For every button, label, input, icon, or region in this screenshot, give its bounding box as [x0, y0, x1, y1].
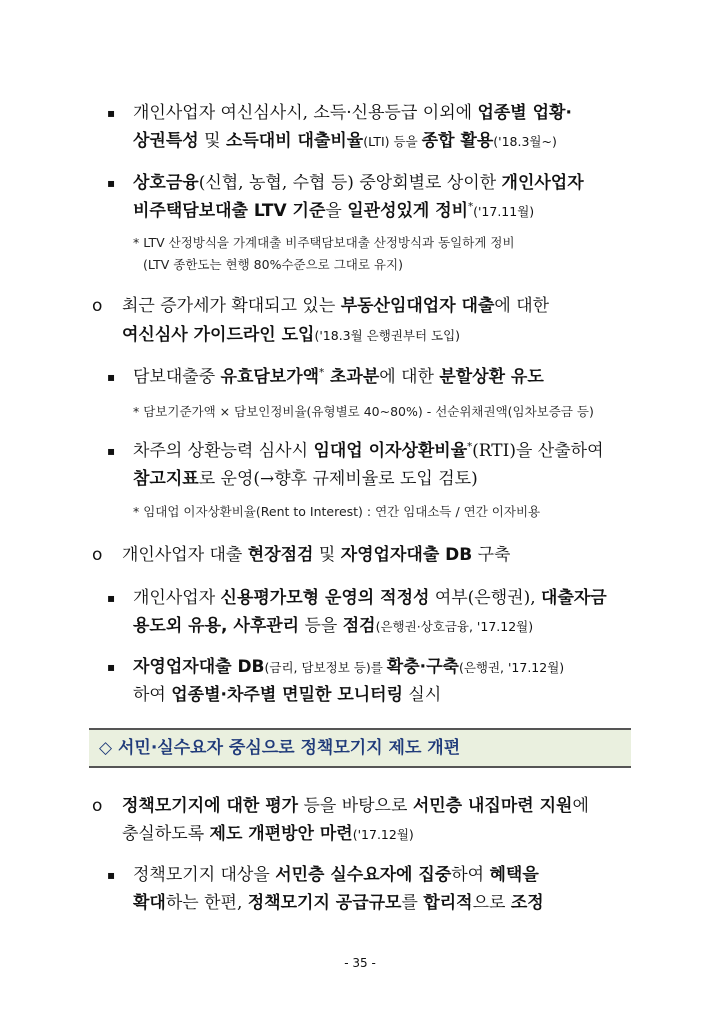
bold-text: 유효담보가액 — [220, 367, 320, 387]
s10-line2 — [133, 891, 544, 915]
bold-text: 점검 — [342, 616, 376, 636]
text: 여부(은행권), — [429, 588, 542, 608]
text: 하여 — [451, 865, 490, 885]
bold-text: 여신심사 가이드라인 도입 — [122, 325, 315, 345]
s5-line1 — [133, 439, 604, 463]
text: 를 — [401, 893, 424, 913]
bold-text: 참고지표 — [133, 469, 199, 489]
circle-bullet: ο — [92, 296, 103, 316]
s3-line1 — [122, 294, 549, 318]
bold-text: 분할상환 유도 — [439, 367, 544, 387]
section-header-box — [89, 728, 631, 768]
text: (신협, 농협, 수협 등) 중앙회별로 상이한 — [198, 173, 502, 193]
text: 최근 증가세가 확대되고 있는 — [122, 296, 341, 316]
s2-note1: * LTV 산정방식을 가계대출 비주택담보대출 산정방식과 동일하게 정비 — [133, 235, 515, 250]
s2-line1 — [133, 171, 584, 195]
text: 개인사업자 여신심사시, 소득·신용등급 이외에 — [133, 103, 478, 123]
bold-text: 업종별·차주별 면밀한 모니터링 — [171, 685, 404, 705]
square-bullet: ▪ — [107, 660, 116, 674]
bold-text: 상호금융 — [133, 173, 199, 193]
s6-line1 — [122, 543, 510, 567]
square-bullet: ▪ — [107, 370, 116, 384]
bold-text: 현장점검 — [247, 545, 314, 565]
bold-text: 일관성있게 정비 — [347, 201, 469, 221]
date-text: ('17.11월) — [473, 204, 535, 219]
footnote-mark: * — [319, 367, 325, 379]
date-text: ('18.3월 은행권부터 도입) — [314, 328, 461, 343]
text: 및 — [313, 545, 341, 565]
bold-text: 합리적 — [423, 893, 473, 913]
square-bullet: ▪ — [107, 176, 116, 190]
text: (금리, 담보정보 등)를 — [264, 660, 387, 675]
circle-bullet: ο — [92, 545, 103, 565]
bold-text: 확충·구축 — [386, 657, 459, 677]
text: 정책모기지 대상을 — [133, 865, 276, 885]
s9-line2 — [122, 822, 414, 847]
s4-note: * 담보기준가액 × 담보인정비율(유형별로 40~80%) - 선순위채권액(임차보증금 등) — [133, 404, 594, 419]
bold-text: 서민층 내집마련 지원 — [412, 796, 573, 816]
bold-text: 신용평가모형 운영의 적정성 — [220, 588, 430, 608]
s2-note2: (LTV 종한도는 현행 80%수준으로 그대로 유지) — [143, 257, 403, 272]
text: 에 대한 — [379, 367, 440, 387]
footnote-mark: * — [467, 441, 473, 453]
bold-text: 소득대비 대출비율 — [225, 131, 364, 151]
text: 에 — [572, 796, 589, 816]
text: 등을 바탕으로 — [298, 796, 413, 816]
s7-line1 — [133, 586, 607, 610]
bold-text: 제도 개편방안 마련 — [209, 824, 353, 844]
bold-text: 자영업자대출 DB — [340, 545, 473, 565]
date-text: (은행권·상호금융, '17.12월) — [375, 619, 534, 634]
bold-text: 종합 활용 — [421, 131, 494, 151]
square-bullet: ▪ — [107, 106, 116, 120]
section-title-text: 서민·실수요자 중심으로 정책모기지 제도 개편 — [118, 738, 461, 758]
text: 개인사업자 — [133, 588, 221, 608]
text: 으로 — [472, 893, 511, 913]
s10-line1 — [133, 863, 539, 887]
text: 구축 — [472, 545, 511, 565]
bold-text: 초과분 — [324, 367, 380, 387]
footnote-mark: * — [468, 201, 474, 213]
text: 에 대한 — [494, 296, 550, 316]
bold-text: 개인사업자 — [501, 173, 584, 193]
s5-line2 — [133, 467, 478, 491]
text: 을 — [325, 201, 348, 221]
square-bullet: ▪ — [107, 868, 116, 882]
s1-line1 — [133, 101, 572, 125]
bold-text: 서민층 실수요자에 집중 — [275, 865, 452, 885]
circle-bullet: ο — [92, 796, 103, 816]
text: 로 운영(→향후 규제비율로 도입 검토) — [198, 469, 478, 489]
s5-note: * 임대업 이자상환비율(Rent to Interest) : 연간 임대소득 / 연간 이자비용 — [133, 504, 541, 519]
text: 실시 — [403, 685, 442, 705]
date-text: ('18.3월~) — [493, 134, 557, 149]
bold-text: 비주택담보대출 LTV 기준 — [133, 201, 326, 221]
text: 개인사업자 대출 — [122, 545, 248, 565]
text: 차주의 상환능력 심사시 — [133, 441, 314, 461]
page-number: - 35 - — [344, 956, 376, 970]
text: (RTI)을 산출하여 — [472, 441, 604, 461]
bold-text: 대출자금 — [541, 588, 607, 608]
bold-text: 정책모기지에 대한 평가 — [122, 796, 299, 816]
s7-line2 — [133, 614, 533, 639]
s4-line1 — [133, 365, 544, 389]
text: 담보대출중 — [133, 367, 221, 387]
square-bullet: ▪ — [107, 591, 116, 605]
text: 및 — [198, 131, 226, 151]
section-title — [99, 730, 460, 766]
text: 등을 — [299, 616, 343, 636]
s1-line2 — [133, 129, 557, 154]
bold-text: 혜택을 — [489, 865, 539, 885]
text: 충실하도록 — [122, 824, 210, 844]
text: 하여 — [133, 685, 172, 705]
bold-text: 업종별 업황· — [477, 103, 572, 123]
diamond-icon: ◇ — [99, 738, 113, 758]
text: (LTI) 등을 — [363, 134, 422, 149]
bold-text: 조정 — [510, 893, 544, 913]
bold-text: 정책모기지 공급규모 — [247, 893, 402, 913]
bold-text: 부동산임대업자 대출 — [340, 296, 495, 316]
s3-line2 — [122, 323, 460, 348]
s8-line2 — [133, 683, 441, 707]
text: 하는 한편, — [165, 893, 248, 913]
bold-text: 상권특성 — [133, 131, 199, 151]
bold-text: 임대업 이자상환비율 — [313, 441, 468, 461]
s9-line1 — [122, 794, 589, 818]
date-text: ('17.12월) — [352, 827, 414, 842]
bold-text: 자영업자대출 DB — [133, 657, 265, 677]
date-text: (은행권, '17.12월) — [458, 660, 565, 675]
square-bullet: ▪ — [107, 444, 116, 458]
bold-text: 확대 — [133, 893, 166, 913]
s8-line1 — [133, 655, 564, 680]
bold-text: 용도외 유용, 사후관리 — [133, 616, 300, 636]
s2-line2 — [133, 199, 534, 224]
